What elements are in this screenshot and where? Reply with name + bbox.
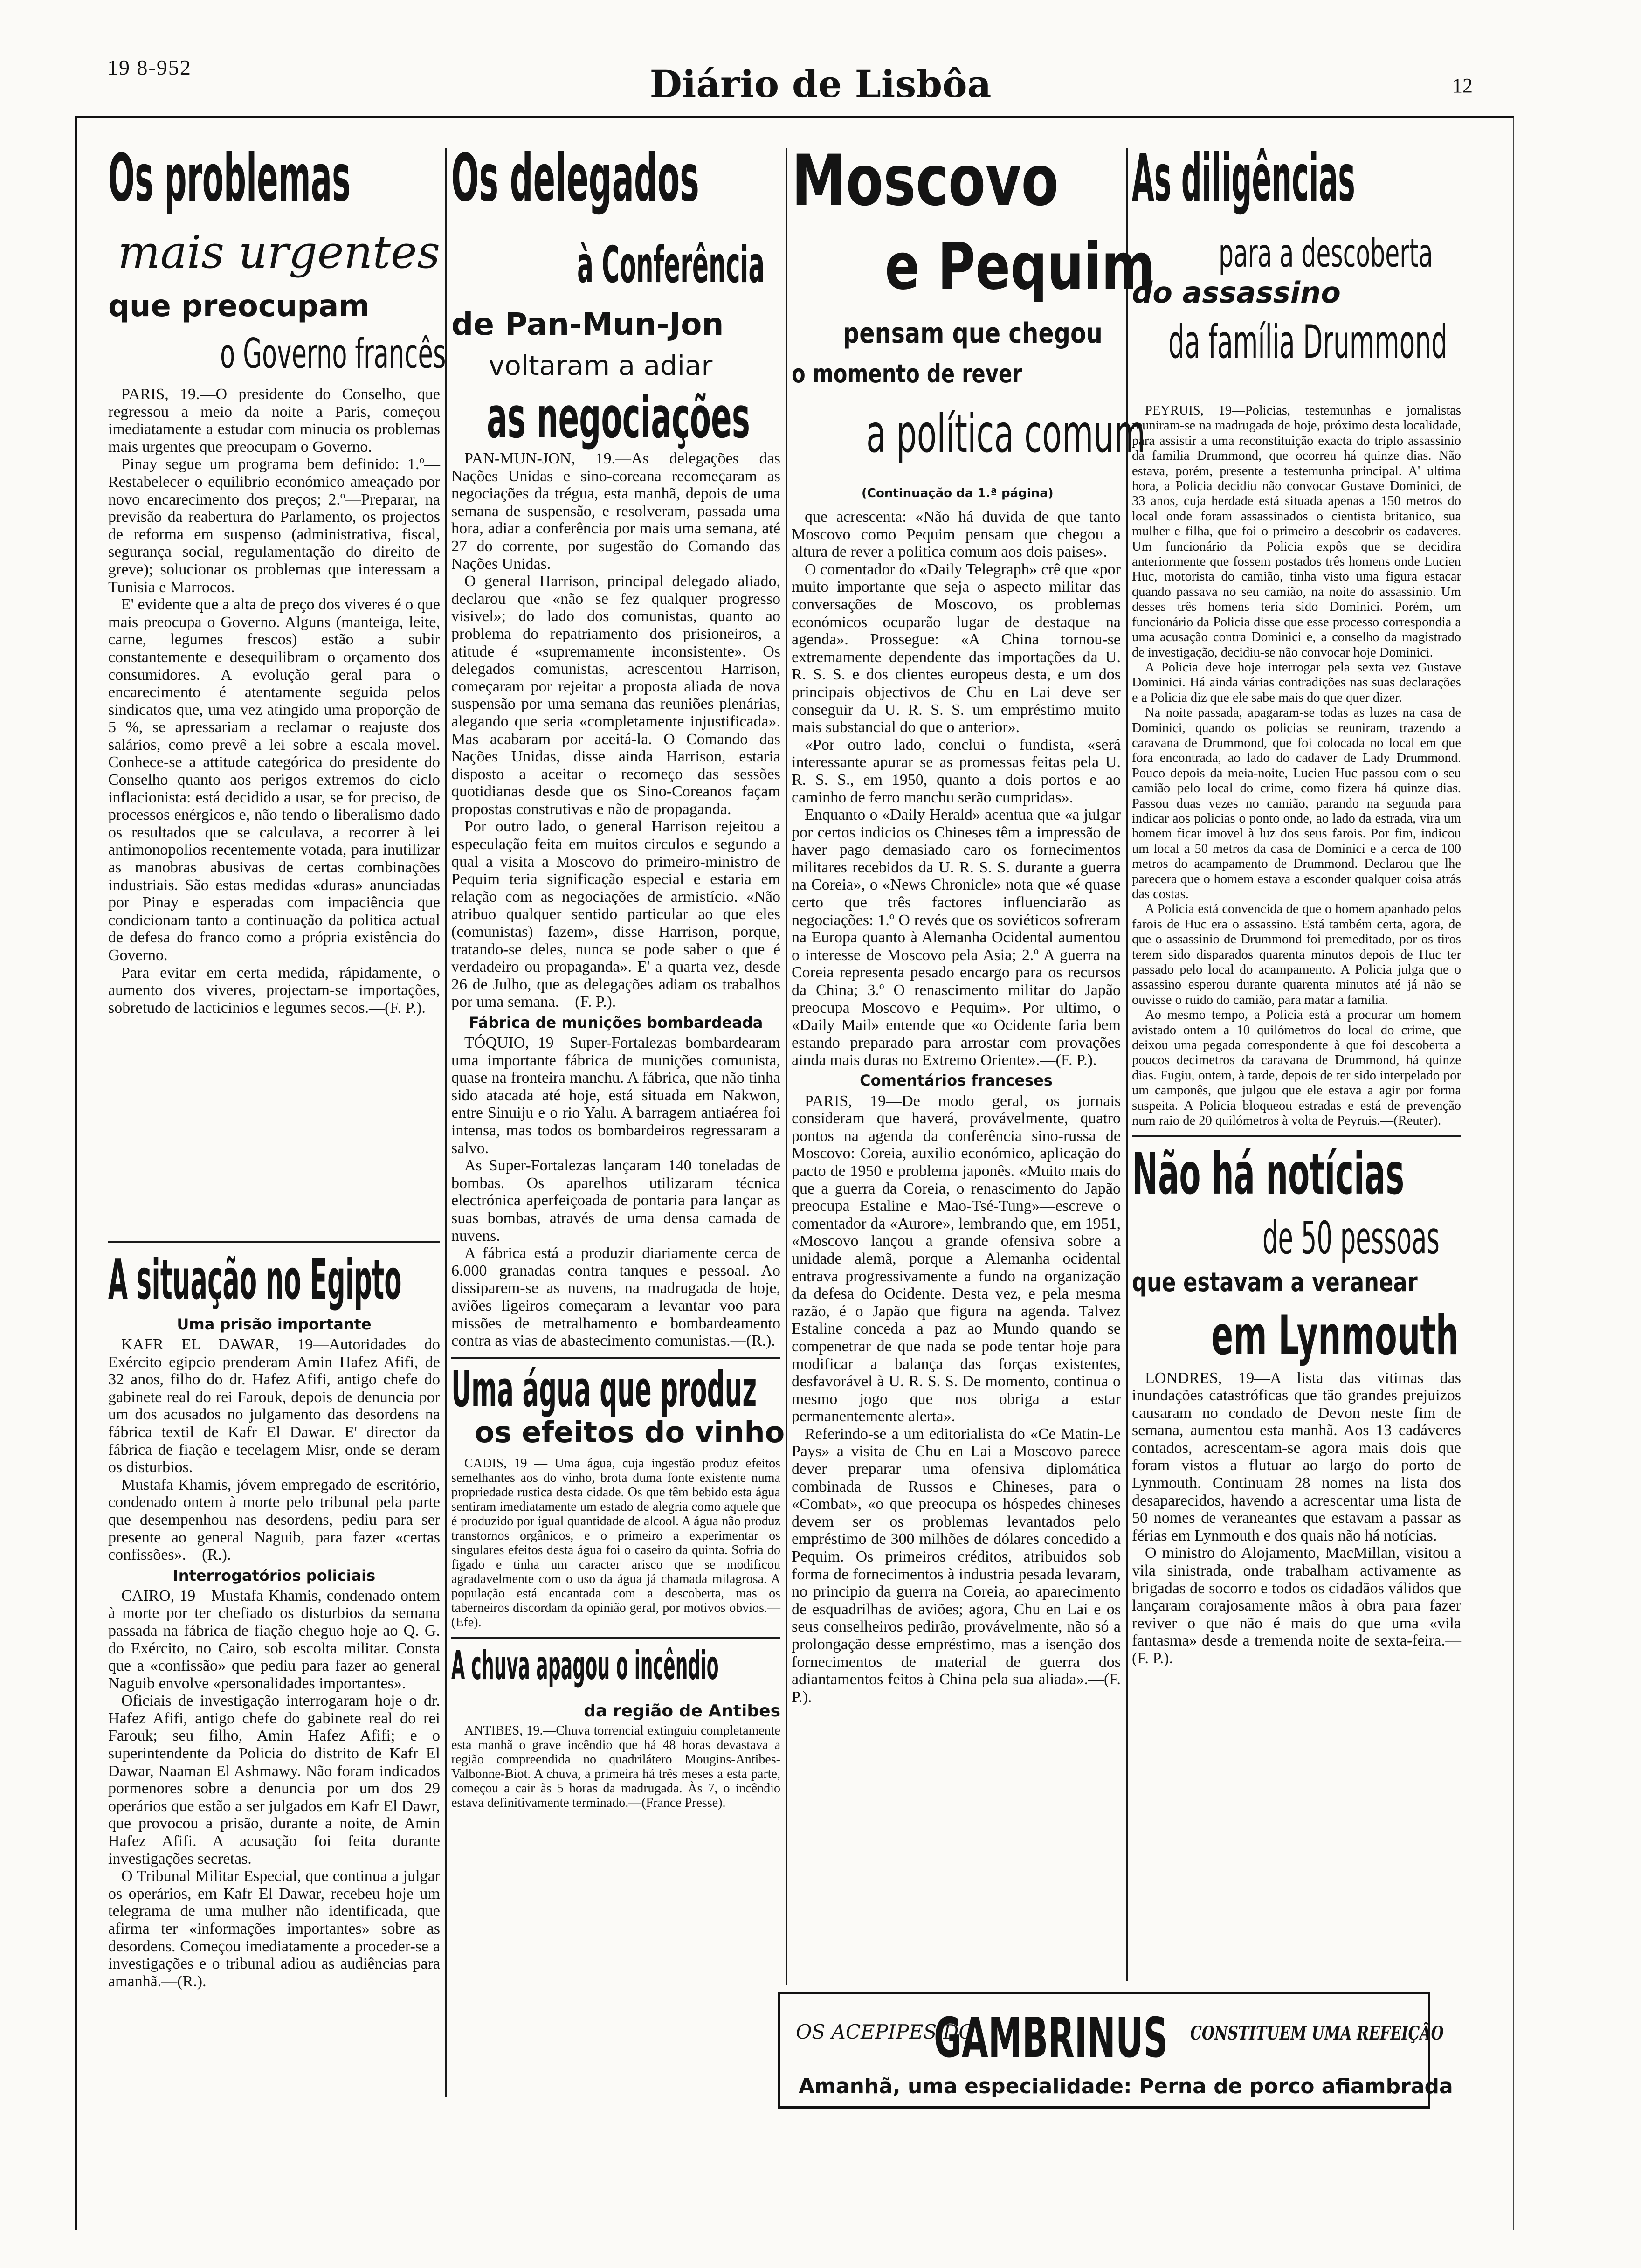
paragraph: O Tribunal Militar Especial, que continua a julgar os operários, em Kafr El Dawar, recebeu hoje um telegrama de uma mulher não identificada, que afirma ter «informações importantes» sobre as desordens. Começou imediatamente a proceder-se a investigações e o tribunal adiou as audiências para amanhã.—(R.). xyxy=(108,1867,440,1990)
column-4 xyxy=(1132,128,1461,1979)
headline-pequim: e Pequim xyxy=(885,229,1155,304)
paragraph: TÓQUIO, 19—Super-Fortalezas bombardearam uma importante fábrica de munições comunista, quase na fronteira manchu. A fábrica, que não tinha sido atacada até hoje, está situada em Nakwon, entre Sinuiju e o rio Yalu. A barragem antiaérea foi intensa, mas todos os bombardeiros regressaram a salvo. xyxy=(451,1034,780,1157)
headline-noticias: Não há notícias xyxy=(1132,1141,1405,1207)
ad-brand: GAMBRINUS xyxy=(934,2005,1168,2070)
article-lynmouth-body xyxy=(1132,1369,1461,1667)
ad-tagline: Amanhã, uma especialidade: Perna de porco afiambrada xyxy=(799,2074,1453,2098)
paragraph: Para evitar em certa medida, rápidamente, o aumento dos viveres, projectam-se importações, sobretudo de lacticinios e legumes secos.—(F. P.). xyxy=(108,964,440,1016)
headline-moscovo: Moscovo xyxy=(792,140,1059,221)
paragraph: ANTIBES, 19.—Chuva torrencial extinguiu completamente esta manhã o grave incêndio que há 48 horas devastava a região compreendida no quadrilátero Mougins-Antibes-Valbonne-Biot. A chuva, a primeira há três meses a esta parte, começou a cair às 5 horas da madrugada. Às 7, o incêndio estava definitivamente terminado.—(France Presse). xyxy=(451,1723,780,1810)
column-1 xyxy=(108,128,446,2231)
column-3 xyxy=(792,128,1155,1979)
section-divider xyxy=(451,1637,780,1639)
paragraph: «Por outro lado, conclui o fundista, «será interessante apurar se as promessas feitas pela U. R. S. S., em 1950, quanto a dois portos e ao caminho de ferro manchu serão cumpridas». xyxy=(792,736,1121,806)
headline-pensam: pensam que chegou xyxy=(843,317,1103,350)
paragraph: KAFR EL DAWAR, 19—Autoridades do Exército egipcio prenderam Amin Hafez Afifi, de 32 anos, filho do dr. Hafez Afifi, antigo chefe do gabinete real do rei Farouk, depois de denuncia por um dos acusados no julgamento das desordens na fábrica textil de Kafr El Dawar. E' director da fábrica de fiação e tecelagem Misr, onde se deram os disturbios. xyxy=(108,1336,440,1476)
column-rule-2 xyxy=(786,148,787,1985)
paragraph: Enquanto o «Daily Herald» acentua que «a julgar por certos indicios os Chineses têm a impressão de haver pago demasiado caro os fornecimentos militares recebidos da U. R. S. S. durante a guerra na Coreia», o «News Chronicle» nota que «é quase certo que três factores influenciarão as negociações: 1.º O revés que os soviéticos sofreram na Europa quanto à Alemanha Ocidental aumentou o interesse de Moscovo pela Asia; 2.º A guerra na Coreia representa pesado encargo para os recursos da China; 3.º O renascimento militar do Japão preocupa Moscovo e Pequim». Por ultimo, o «Daily Mail» entende que «o Ocidente faria bem estando preparado para arrostar com provações ainda mais duras no Extremo Oriente».—(F. P.). xyxy=(792,806,1121,1069)
headline-delegados: Os delegados xyxy=(451,140,699,216)
article-agua-body xyxy=(451,1456,780,1630)
subhead-interrogatorios: Interrogatórios policiais xyxy=(172,1566,376,1584)
paragraph: Na noite passada, apagaram-se todas as luzes na casa de Dominici, quando os policias se reuniram, trazendo a caravana de Drummond, que foi colocada no local em que fora encontrada, ao lado do cadaver de Lady Drummond. Pouco depois da meia-noite, Lucien Huc passou com o seu camião pelo local do crime, como fizera há quinze dias. Passou duas vezes no camião, parando na segunda para indicar aos policias o ponto onde, ao lado da estrada, vira um homem ficar imovel à luz dos seus farois. Por fim, indicou um local a 50 metros da casa de Dominici e a cerca de 100 metros do acampamento de Drummond. Declarou que lhe parecera que o homem estava a esconder qualquer coisa atrás das costas. xyxy=(1132,705,1461,901)
ad-prefix: OS ACEPIPES DO xyxy=(796,2020,975,2043)
headline-politica-comum: a política comum xyxy=(866,404,1146,464)
column-rule-1 xyxy=(445,148,447,2097)
paragraph: CAIRO, 19—Mustafa Khamis, condenado ontem à morte por ter chefiado os disturbios da semana passada na fábrica de fiação cheguo hoje ao Q. G. do Exército, no Cairo, sob escolta militar. Consta que a «confissão» que pediu para fazer ao general Naguib envolve «personalidades importantes». xyxy=(108,1587,440,1692)
headline-mais-urgentes: mais urgentes xyxy=(117,226,440,278)
paragraph: Mustafa Khamis, jóvem empregado de escritório, condenado ontem à morte pelo tribunal pela parte que desempenhou nas desordens, pediu para ser presente ao general Naguib, para fazer «certas confissões».—(R.). xyxy=(108,1476,440,1564)
headline-veranear: que estavam a veranear xyxy=(1132,1267,1418,1298)
gambrinus-advertisement xyxy=(778,1992,1453,2109)
paragraph: As Super-Fortalezas lançaram 140 toneladas de bombas. Os aparelhos utilizaram técnica electrónica aperfeiçoada de pontaria para lançar as suas bombas, através de uma densa camada de nuvens. xyxy=(451,1157,780,1245)
article-problemas-body xyxy=(108,386,440,1234)
subhead-antibes: da região de Antibes xyxy=(584,1701,780,1721)
paragraph: CADIS, 19 — Uma água, cuja ingestão produz efeitos semelhantes aos do vinho, brota duma fonte existente numa propriedade rustica desta cidade. Os que têm bebido esta água sentiram imediatamente um estado de alegria como aquele que é produzido por igual quantidade de alcool. A água não produz transtornos orgânicos, e o primeiro a experimentar os singulares efeitos desta água foi o caseiro da quinta. Sofria do figado e tinha um caracter arisco que se modificou agradavelmente com o uso da água já chamada milagrosa. A população está encantada com a descoberta, mas os taberneiros discordam da opinião geral, por motivos obvios.—(Efe). xyxy=(451,1456,780,1630)
headline-problemas: Os problemas xyxy=(108,140,351,216)
paragraph: Oficiais de investigação interrogaram hoje o dr. Hafez Afifi, antigo chefe do gabinete real do rei Farouk; seu filho, Amin Hafez Afifi; e o superintendente da Policia do distrito de Kafr El Dawar, Naaman El Ashmawy. Não foram indicados pormenores sobre a denuncia por um dos 29 operários que estão a ser julgados em Kafr El Dawr, que provocou a prisão, durante a noite, de Amin Hafez Afifi. A acusação foi feita durante investigações secretas. xyxy=(108,1692,440,1867)
paragraph: LONDRES, 19—A lista das vitimas das inundações catastróficas que tão grandes prejuizos causaram no condado de Devon neste fim de semana, aumentou esta manhã. Aos 13 cadáveres contados, acrescentam-se agora mais dois que foram vistos a flutuar ao largo do porto de Lynmouth. Continuam 28 nomes na lista dos desaparecidos, havendo a acrescentar uma lista de 50 nomes de veraneantes que estavam a passar as férias em Lynmouth e dos quais não há notícias. xyxy=(1132,1369,1461,1544)
paragraph: Pinay segue um programa bem definido: 1.º—Restabelecer o equilibrio económico ameaçado por novo encarecimento dos preços; 2.º—Preparar, na previsão da reabertura do Parlamento, os projectos de reforma em suspenso (administrativa, fiscal, segurança social, regulamentação do direito de greve); solucionar os problemas que interessam a Tunisia e Marrocos. xyxy=(108,456,440,596)
article-drummond-body xyxy=(1132,403,1461,1129)
ad-suffix: CONSTITUEM UMA REFEIÇÃO xyxy=(1190,2022,1444,2044)
headline-pan-mun-jon: de Pan-Mun-Jon xyxy=(451,306,724,342)
section-divider xyxy=(1132,1135,1461,1137)
paragraph: A Policia está convencida de que o homem apanhado pelos farois de Huc era o assassino. Está também certa, agora, de que o assassinio de Drummond foi premeditado, por os tiros terem sido disparados quarenta minutos depois de Huc ter passado pelo local do acampamento. A Policia julga que o assassino esperou durante quarenta minutos até já não se ouvisse o ruido do camião, para matar a familia. xyxy=(1132,902,1461,1007)
headline-que-preocupam: que preocupam xyxy=(108,289,370,324)
section-divider xyxy=(451,1357,780,1359)
paragraph: PARIS, 19.—O presidente do Conselho, que regressou a meio da noite a Paris, começou imediatamente a estudar com minucia os problemas mais urgentes que preocupam o Governo. xyxy=(108,386,440,456)
paragraph: Referindo-se a um editorialista do «Ce Matin-Le Pays» a visita de Chu en Lai a Moscovo parece dever preparar uma ofensiva diplomática combinada de Russos e Chineses, para o «Combat», «o que preocupa os hóspedes chineses devem ser os problemas levantados pelo empréstimo de 300 milhões de dólares concedido a Pequim. Os primeiros créditos, atribuidos sob forma de fornecimentos à industria pesada levaram, no principio da guerra na Coreia, ao aparecimento de esquadrilhas de aviões; agora, Chu en Lai e os seus conselheiros pedirão, provávelmente, não só a prolongação desse empréstimo, mas a isenção dos fornecimentos de material de guerra dos adiantamentos feitos à China pela sua aliada».—(F. P.). xyxy=(792,1425,1121,1706)
headline-drummond: da família Drummond xyxy=(1168,316,1448,369)
paragraph: Ao mesmo tempo, a Policia está a procurar um homem avistado ontem a 10 quilómetros do local do crime, que deixou uma pegada correspondente à que foi descoberta a poucos decimetros da caravana de Drummond, há quinze dias. Fugiu, ontem, à tarde, depois de ter sido interpelado por um camponês, que julgou que ele estava a agir por forma suspeita. A Policia bloqueou estradas e está de prevenção num raio de 20 quilómetros à volta de Peyruis.—(Reuter). xyxy=(1132,1008,1461,1128)
headline-descoberta: para a descoberta xyxy=(1219,230,1433,276)
paragraph: PARIS, 19—De modo geral, os jornais consideram que haverá, provávelmente, quatro pontos na agenda da conferência sino-russa de Moscovo: Coreia, auxilio económico, aplicação do pacto de 1950 e problema japonês. «Muito mais do que a guerra da Coreia, o renascimento do Japão preocupa Estaline e Mao-Tsé-Tung»—escreve o comentador da «Aurore», lembrando que, em 1951, «Moscovo lançou a grande ofensiva sobre a unidade alemã, porque a Alemanha ocidental entrava progressivamente a fundo na organização da defesa do Ocidente. Desta vez, e pela mesma razão, é o Japão que figura na agenda. Talvez Estaline conceda a paz ao Mundo quando se compenetrar de que nada se pode tentar hoje para modificar a balança das forças existentes, desfavorável à U. R. S. S. De momento, continua o mesmo jogo que nos obriga a estar permanentemente alerta». xyxy=(792,1092,1121,1425)
article-egipto-body xyxy=(108,1336,440,1564)
paragraph: E' evidente que a alta de preço dos viveres é o que mais preocupa o Governo. Alguns (manteiga, leite, carne, legumes frescos) estão a subir constantemente e desequilibram o orçamento dos consumidores. A evolução geral para o encarecimento é atentamente seguida pelos sindicatos que, uma vez atingido uma proporção de 5 %, se apressariam a reclamar o reajuste dos salários, como prevê a lei sobre a escala movel. Conhece-se a attitude categórica do presidente do Conselho quanto aos perigos extremos do ciclo inflacionista: está decidido a usar, se for preciso, de processos enérgicos e, não tendo o liberalismo dado os resultados que se calculava, a recorrer à lei antimonopolios recentemente votada, para inutilizar as manobras abusivas de certas combinações industriais. São estas medidas «duras» anunciadas por Pinay e esperadas com impaciência que condicionam tanto a continuação da politica actual de defesa do franco como a própria existência do Governo. xyxy=(108,596,440,964)
headline-chuva: A chuva apagou o incêndio xyxy=(451,1642,719,1689)
headline-lynmouth: em Lynmouth xyxy=(1211,1304,1459,1367)
page-number: 12 xyxy=(1452,74,1473,97)
article-moscovo-body xyxy=(792,508,1121,1706)
headline-50-pessoas: de 50 pessoas xyxy=(1262,1211,1440,1264)
headline-negociacoes: as negociações xyxy=(487,385,750,451)
paragraph: O comentador do «Daily Telegraph» crê que «por muito importante que seja o aspecto militar das conversações de Moscovo, os problemas económicos ocuparão lugar de destaque na agenda». Prossegue: «A China tornou-se extremamente dependente das importações da U. R. S. S. e dos clientes europeus desta, e um dos principais objectivos de Chu en Lai deve ser conseguir da U. R. S. S. um empréstimo muito mais substancial do que o anterior». xyxy=(792,560,1121,736)
headline-momento: o momento de rever xyxy=(792,359,1022,388)
column-2 xyxy=(451,128,785,2231)
subhead-comentarios: Comentários franceses xyxy=(860,1072,1053,1089)
paragraph: O ministro do Alojamento, MacMillan, visitou a vila sinistrada, onde trabalham activamente as brigadas de socorro e todos os cidadãos válidos que lançaram corajosamente mãos à obra para fazer reviver o que não é mais do que uma «vila fantasma» desde a tremenda noite de sexta-feira.—(F. P.). xyxy=(1132,1544,1461,1667)
continuation-note: (Continuação da 1.ª página) xyxy=(862,486,1054,500)
headline-efeitos-vinho: os efeitos do vinho xyxy=(475,1415,785,1449)
headline-assassino: do assassino xyxy=(1132,276,1341,310)
subhead-prisao: Uma prisão importante xyxy=(177,1315,372,1333)
paragraph: A fábrica está a produzir diariamente cerca de 6.000 granadas contra tanques e pessoal. Ao dissiparem-se as nuvens, na madrugada de hoje, aviões ligeiros começaram a levantar voo para missões de metralhamento e bombardeamento contra as vias de abastecimento comunistas.—(R.). xyxy=(451,1245,780,1350)
paragraph: A Policia deve hoje interrogar pela sexta vez Gustave Dominici. Há ainda várias contradições nas suas declarações e a Policia diz que ele sabe mais do que quer dizer. xyxy=(1132,660,1461,705)
subhead-fabrica: Fábrica de munições bombardeada xyxy=(469,1014,763,1031)
newspaper-title: Diário de Lisbôa xyxy=(649,62,992,106)
paragraph: O general Harrison, principal delegado aliado, declarou que «não se fez qualquer progresso visivel»; do lado dos comunistas, quanto ao problema do repatriamento dos prisioneiros, a atitude é «supremamente inconsistente». Os delegados comunistas, acrescentou Harrison, começaram por rejeitar a proposta aliada de nova suspensão por uma semana das reuniões plenárias, alegando que seria «completamente injustificada». Mas acabaram por aceitá-la. O Comando das Nações Unidas, disse ainda Harrison, estaria disposto a aceitar o recomeço das sessões quotidianas desde que os Sino-Coreanos façam propostas construtivas e não de propaganda. xyxy=(451,573,780,818)
paragraph: que acrescenta: «Não há duvida de que tanto Moscovo como Pequim pensam que chegou a altura de rever a politica comum aos dois paises». xyxy=(792,508,1121,561)
headline-agua: Uma água que produz xyxy=(451,1360,757,1418)
article-interrogatorios-body xyxy=(108,1587,440,1991)
headline-governo-frances: o Governo francês xyxy=(220,330,446,378)
section-divider xyxy=(108,1241,440,1243)
article-delegados-body xyxy=(451,450,780,1011)
article-chuva-body xyxy=(451,1723,780,1810)
issue-date: 19 8-952 xyxy=(107,55,192,79)
headline-conferencia: à Conferência xyxy=(577,236,765,294)
headline-voltaram: voltaram a adiar xyxy=(489,350,713,381)
headline-diligencias: As diligências xyxy=(1132,140,1355,216)
paragraph: PEYRUIS, 19—Policias, testemunhas e jornalistas reuniram-se na madrugada de hoje, próximo desta localidade, para assistir a uma reconstituição exacta do triplo assassinio da familia Drummond, que ocorreu há quinze dias. Não estava, porém, presente a testemunha principal. A' ultima hora, a Policia decidiu não convocar Gustave Dominici, de 33 anos, cuja herdade está situada apenas a 150 metros do local onde foram assassinados o cientista britanico, sua mulher e filha, que foi o primeiro a descobrir os cadaveres. Um funcionário da Policia expôs que se decidira anteriormente que fossem postados três homens onde Lucien Huc, motorista do camião, tinha visto uma figura estacar quando passava no seu camião, na noite do assassinio. Um desses três homens teria sido Dominici. Porém, um funcionário da Policia disse que esse processo correspondia a uma acusação contra Dominici e, a conselho da magistrado de investigação, decidiu-se não convocar hoje Dominici. xyxy=(1132,403,1461,660)
headline-egipto: A situação no Egipto xyxy=(108,1247,402,1312)
article-fabrica-body xyxy=(451,1034,780,1350)
paragraph: PAN-MUN-JON, 19.—As delegações das Nações Unidas e sino-coreana recomeçaram as negociações da trégua, esta manhã, depois de uma semana de suspensão, e resolveram, passada uma hora, adiar a conferência por mais uma semana, até 27 do corrente, por sugestão do Comando das Nações Unidas. xyxy=(451,450,780,573)
paragraph: Por outro lado, o general Harrison rejeitou a especulação feita em muitos circulos e segundo a qual a visita a Moscovo do primeiro-ministro de Pequim teria significação especial e estaria em relação com as negociações de armistício. «Não atribuo qualquer sentido particular ao que eles (comunistas) fazem», disse Harrison, porque, tratando-se deles, nunca se pode saber o que é verdadeiro ou propaganda». E' a quarta vez, desde 26 de Julho, que as delegações adiam os trabalhos por uma semana.—(F. P.). xyxy=(451,818,780,1011)
